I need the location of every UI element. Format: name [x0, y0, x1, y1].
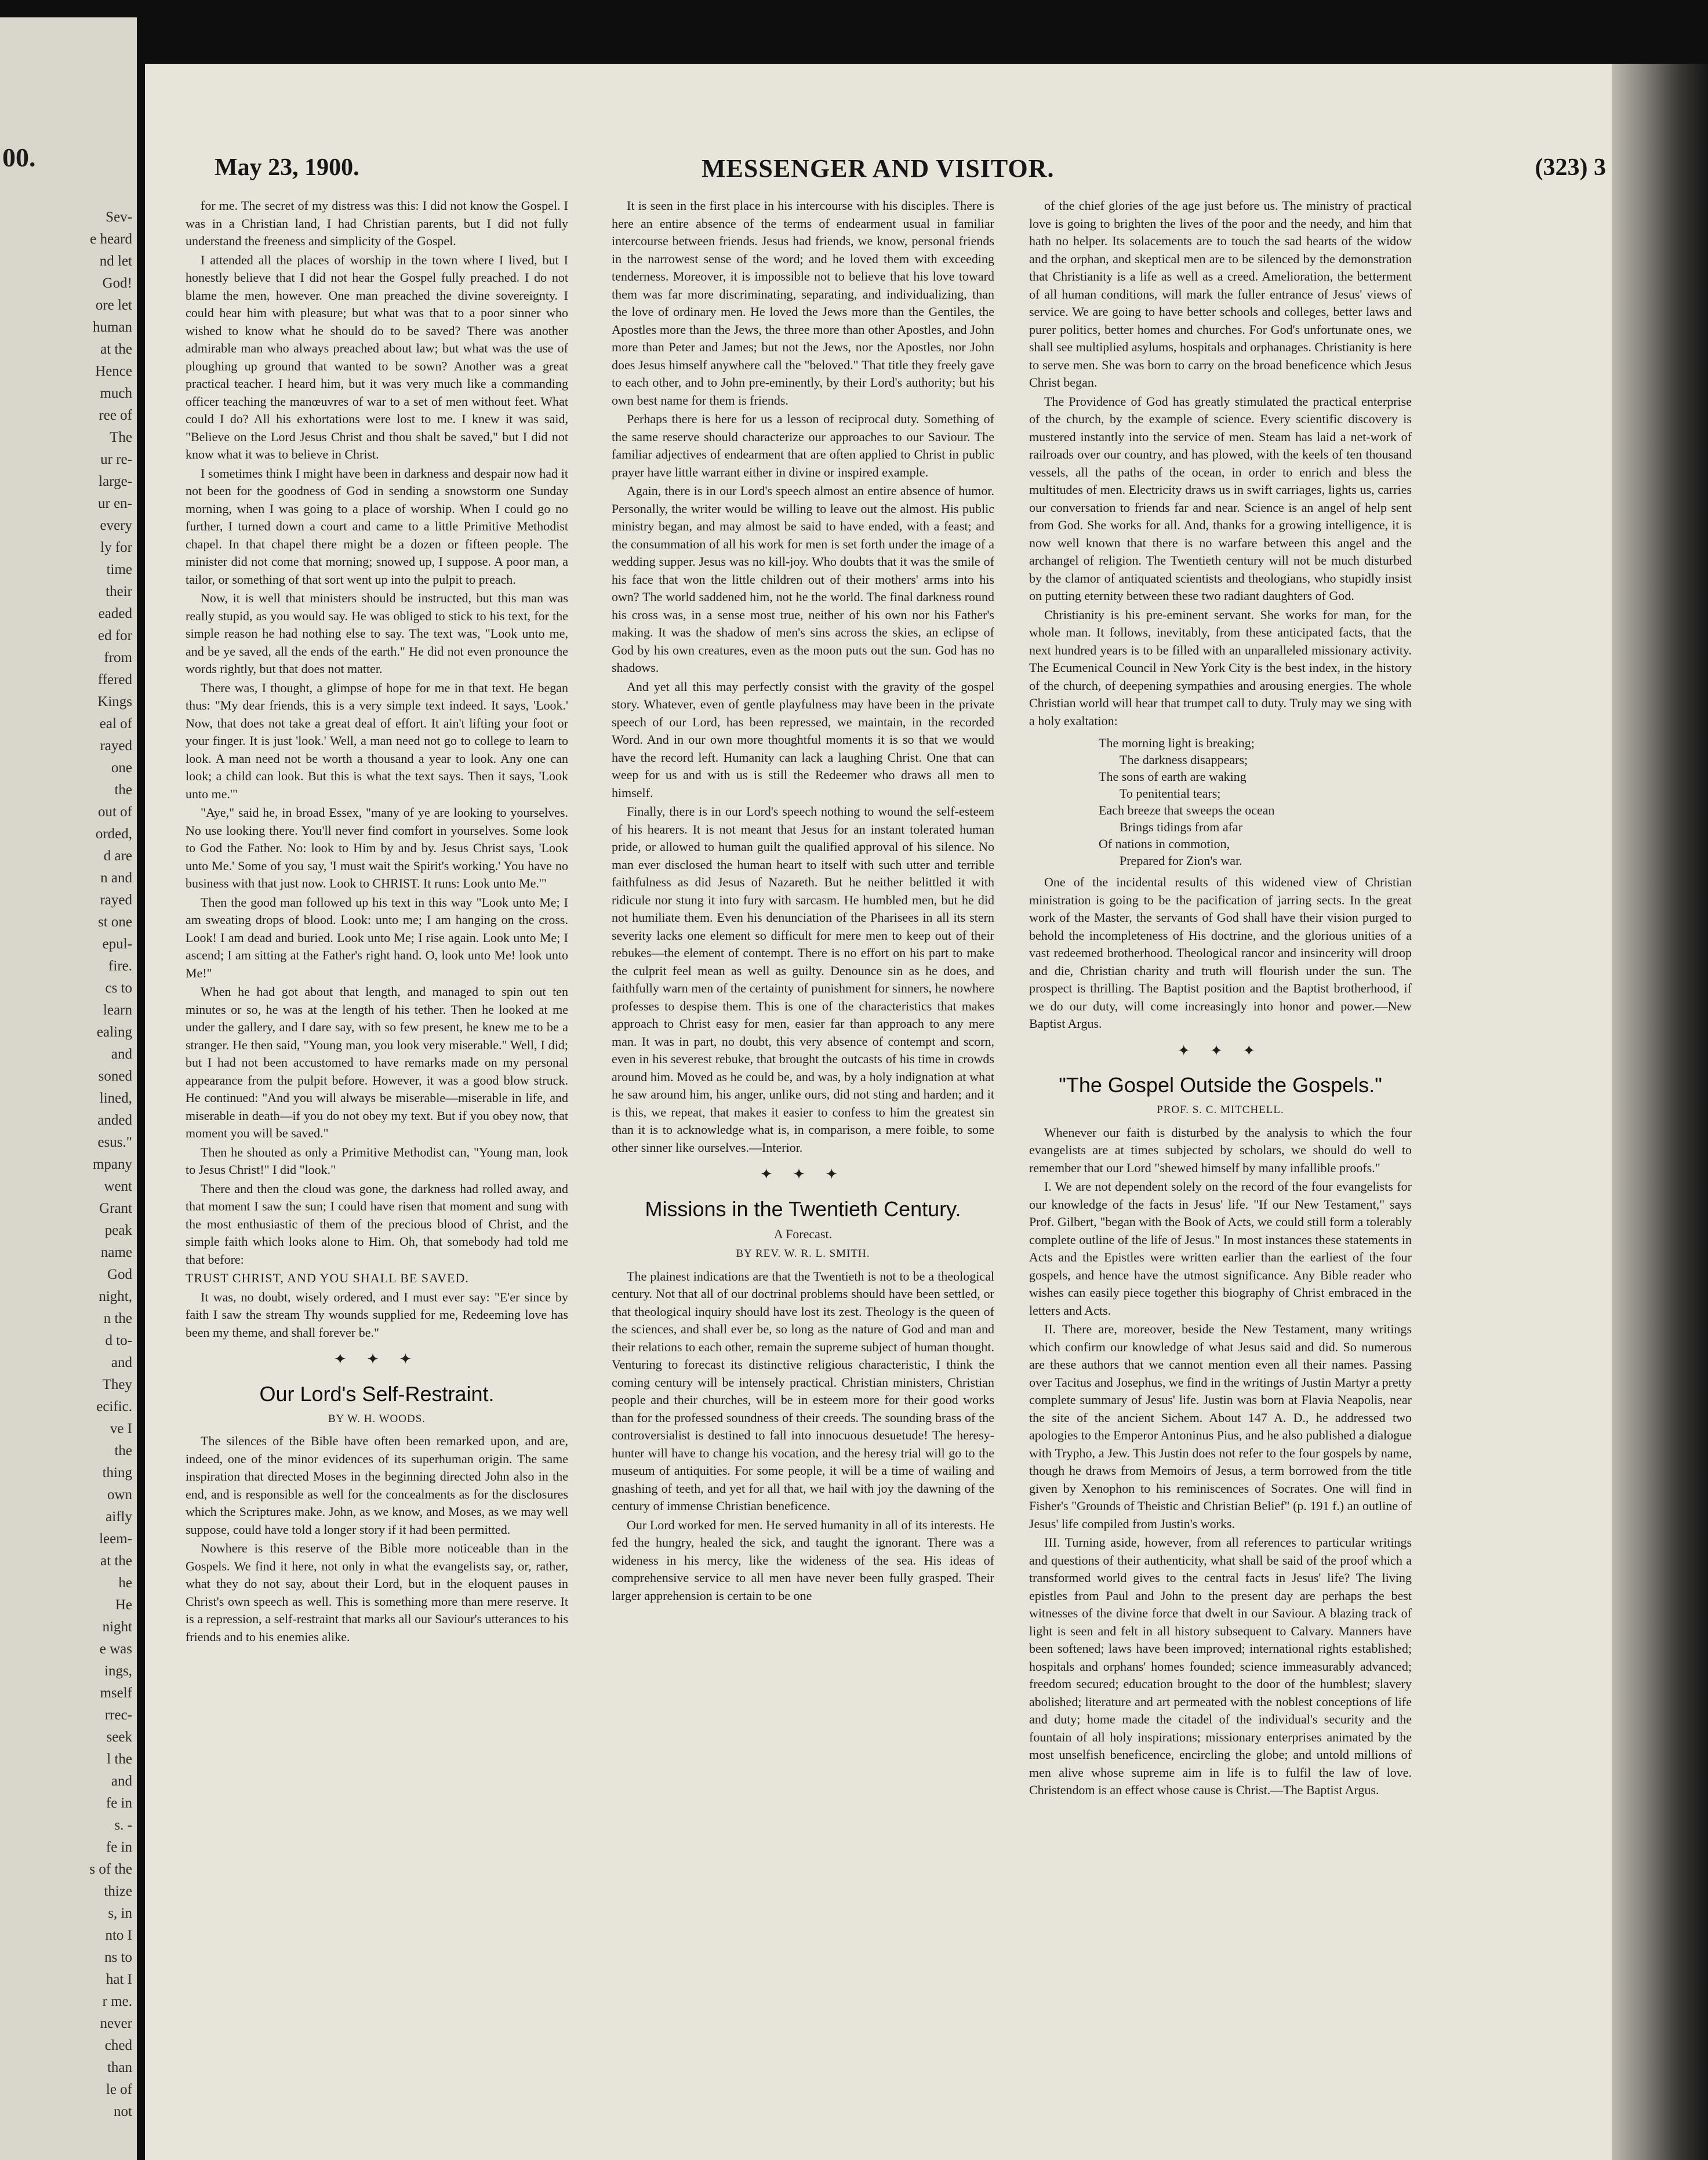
motto-line: TRUST CHRIST, AND YOU SHALL BE SAVED. [186, 1271, 469, 1285]
line-stub: thize [104, 1883, 132, 1899]
paragraph: of the chief glories of the age just before us. The ministry of practical love is going to brighten the lives of the poor and the needy, and him that hath no helper. Its solacements are to touch the sad hearts of the widow and the orphan, and skeptical men are to be silenced by the demonstration that Christianity is a life as well as a creed. Amelioration, the betterment of all human conditions, will mark the fuller entrance of Jesus' views of service. We are going to have better schools and colleges, better laws and purer politics, better homes and churches. For God's unfortunate ones, we shall see multiplied asylums, hospitals and orphanages. Christianity is here to serve men. She was born to carry on the broad beneficence which Jesus Christ began. [1029, 198, 1412, 390]
line-stub: fe in [106, 1795, 132, 1811]
line-stub: anded [97, 1112, 132, 1128]
line-stub: eaded [98, 606, 132, 621]
line-stub: fire. [108, 958, 132, 974]
line-stub: ly for [100, 540, 132, 555]
paragraph: Whenever our faith is disturbed by the analysis to which the four evangelists are at times subjected by scholars, we should do well to remember that our Lord "shewed himself by many infallible proofs." [1029, 1125, 1412, 1175]
article-subtitle: A Forecast. [773, 1226, 833, 1241]
line-stub: r me. [102, 1994, 132, 2009]
article-body [186, 1432, 568, 1646]
line-stub: time [106, 562, 132, 577]
verse-line: Brings tidings from afar [1120, 820, 1243, 834]
line-stub: hat I [106, 1972, 132, 1987]
line-stub: d are [103, 848, 132, 864]
hymn-verse [1099, 734, 1412, 869]
column-3-body [1029, 197, 1412, 730]
line-stub: esus." [97, 1134, 132, 1150]
paragraph: III. Turning aside, however, from all references to particular writings and questions of their authenticity, what shall be said of the proof which a transformed world gives to the central facts in Jesus' life? The living epistles from Paul and John to the present day are perhaps the best witnesses of the divine force that dwelt in our Saviour. A blazing track of light is seen and felt in all history subsequent to Calvary. Manners have been softened; laws have been improved; international rights established; hospitals and orphans' homes founded; science immeasurably advanced; freedom secured; education brought to the door of the humblest; slavery abolished; literature and art permeated with the noblest conceptions of life and duty; home made the citadel of the individual's security and the fountain of all holy inspirations; missionary enterprises animated by the most unselfish beneficence, encircling the globe; and untold millions of men alive whose supreme aim in life is to fulfil the law of love. Christendom is an effect whose cause is Christ.—The Baptist Argus. [1029, 1535, 1412, 1797]
line-stub: e was [99, 1641, 132, 1657]
line-stub: and [111, 1773, 132, 1789]
line-stub: the [114, 782, 132, 798]
column-1 [186, 197, 568, 2139]
line-stub: nto I [105, 1928, 132, 1943]
line-stub: s of the [89, 1861, 132, 1877]
paragraph: Finally, there is in our Lord's speech nothing to wound the self-esteem of his hearers. It is not meant that Jesus for an instant tolerated human pride, or allowed to human guilt the qualified approval of his silence. No man ever disclosed the human heart to itself with such utter and terrible faithfulness as did Jesus of Nazareth. But he neither belittled it with ridicule nor stung it into fury with sarcasm. He humbled men, but he did not humiliate them. Even his denunciation of the Pharisees in all its stern severity lacks one element so difficult for mere men to keep out of their rebukes—the element of contempt. There is no effort on his part to make the culprit feel mean as well as guilty. Denounce sin as he does, and faithfully warn men of the certainty of punishment for sinners, he nowhere professes to despise them. This is one of the characteristics that makes approach to Christ easy for men, easier far than approach to any mere man. It was in part, no doubt, this very absence of contempt and scorn, even in his severest rebuke, that brought the outcasts of his time in crowds around him. Moved as he could be, and was, by a holy indignation at what he saw around him, his anger, unlike ours, did not sting and harden; and it is this, we repeat, that makes it easier to confess to him the greatest sin than it is to acknowledge what is, in comparison, a mere foible, to some other sinner like ourselves.—Interior. [612, 804, 994, 1155]
line-stub: ve I [110, 1421, 132, 1437]
paragraph: Again, there is in our Lord's speech almost an entire absence of humor. Personally, the writer would be willing to leave out the almost. His public ministry began, and may almost be said to have ended, with a feast; and the consummation of all his work for men is set forth under the image of a wedding supper. Jesus was no kill-joy. Who doubts that it was the smile of his face that won the little children out of their mothers' arms into his own? The world saddened him, not he the world. The final darkness round his cross was, in a sense most true, neither of his own nor his Father's making. It was the shadow of men's sins across the skies, an eclipse of God by his own creatures, even as the moon puts out the sun. God has no shadows. [612, 483, 994, 675]
verse-line: The darkness disappears; [1120, 752, 1248, 767]
paragraph: Now, it is well that ministers should be instructed, but this man was really stupid, as you would say. He was obliged to stick to his text, for the simple reason he had nothing else to say. The text was, "Look unto me, and be ye saved, all the ends of the earth." He did not even pronounce the words rightly, but that does not matter. [186, 591, 568, 676]
article-byline: PROF. S. C. MITCHELL. [1157, 1104, 1284, 1116]
line-stub: went [104, 1179, 132, 1194]
article-title: Our Lord's Self-Restraint. [259, 1381, 495, 1406]
line-stub: rayed [100, 892, 132, 908]
line-stub: rrec- [104, 1707, 132, 1723]
line-stub: d to- [105, 1333, 132, 1348]
paragraph: The silences of the Bible have often been remarked upon, and are, indeed, one of the minor evidences of its superhuman origin. The same inspiration that directed Moses in the beginning directed John also in the end, and is responsible as well for the concealments as for the disclosures which the Scriptures make. John, as we know, and Moses, as we may well suppose, could have told a longer story if it had been permitted. [186, 1434, 568, 1537]
issue-date: May 23, 1900. [215, 154, 359, 181]
paragraph: I attended all the places of worship in the town where I lived, but I honestly believe that I did not hear the Gospel fully preached. I do not blame the men, however. One man preached the divine sovereignty. I could hear him with pleasure; but what was that to a poor sinner who wished to know what he should do to be saved? There was another admirable man who always preached about law; but what was the use of ploughing up ground that wanted to be sown? Another was a great practical teacher. I heard him, but it was very much like a commanding officer teaching the manœuvres of war to a set of men without feet. What could I do? All his exhortations were lost to me. I knew it was said, "Believe on the Lord Jesus Christ and thou shalt be saved," but I did not know what it was to believe in Christ. [186, 252, 568, 461]
line-stub: the [114, 1443, 132, 1459]
closing-paragraph: It was, no doubt, wisely ordered, and I must ever say: "E'er since by faith I saw the stream Thy wounds supplied for me, Redeeming love has been my theme, and shall forever be." [186, 1289, 568, 1340]
book-binding-edge [1612, 64, 1708, 2160]
verse-line: Of nations in commotion, [1099, 837, 1230, 851]
line-stub: name [100, 1245, 132, 1260]
verse-line: Prepared for Zion's war. [1120, 853, 1242, 868]
column-3-body-continued [1029, 874, 1412, 1033]
line-stub: their [106, 584, 132, 599]
line-stub: mpany [92, 1157, 132, 1172]
paragraph: There was, I thought, a glimpse of hope for me in that text. He began thus: "My dear friends, this is a very simple text indeed. It says, 'Look.' Now, that does not take a great deal of effort. It ain't lifting your foot or your finger. It is just 'look.' Well, a man need not go to college to learn to look. A man need not be worth a thousand a year to look. Any one can look; a child can look. But this is what the text says. Then it says, 'Look unto me.'" [186, 680, 568, 801]
article-byline: BY REV. W. R. L. SMITH. [736, 1248, 870, 1260]
paragraph: Our Lord worked for men. He served humanity in all of its interests. He fed the hungry, healed the sick, and taught the ignorant. There was a wideness in his mercy, like the wideness of the sea. His ideas of comprehensive service to all men have never been fully grasped. Their larger apprehension is certain to be one [612, 1517, 994, 1603]
line-stub: at the [100, 1553, 132, 1569]
line-stub: and [111, 1355, 132, 1370]
column-3 [1029, 197, 1412, 2139]
line-stub: night, [99, 1289, 132, 1304]
line-stub: He [115, 1597, 132, 1613]
column-2-body [612, 197, 994, 1157]
paragraph: Then the good man followed up his text in this way "Look unto Me; I am sweating drops of blood. Look: unto me; I am hanging on the cross. Look! I am dead and buried. Look unto Me; I rise again. Look unto Me; I ascend; I am sitting at the Father's right hand. O, look unto Me! look unto Me!" [186, 894, 568, 980]
line-stub: ched [104, 2038, 132, 2053]
line-stub: much [100, 386, 132, 401]
line-stub: every [100, 518, 132, 533]
line-stub: night [102, 1619, 132, 1635]
paragraph: And yet all this may perfectly consist with the gravity of the gospel story. Whatever, even of gentle playfulness may have been in the private speech of our Lord, has been repressed, we maintain, in the recorded Word. And in our own more thoughtful moments it is so that we would have the record left. Humanity can lack a laughing Christ. One that can weep for us and with us is still the Redeemer who draws all men to himself. [612, 679, 994, 800]
paragraph: Nowhere is this reserve of the Bible more noticeable than in the Gospels. We find it here, not only in what the evangelists say, or, rather, what they do not say, about their Lord, but in the eloquent pauses in Christ's own speech as well. This is something more than mere reserve. It is a repression, a self-restraint that marks all our Saviour's utterances to his friends and to his enemies alike. [186, 1541, 568, 1644]
line-stub: mself [100, 1685, 132, 1701]
line-stub: than [107, 2060, 132, 2075]
ornament-divider: ✦ ✦ ✦ [759, 1166, 846, 1183]
line-stub: Kings [97, 694, 132, 710]
paragraph: for me. The secret of my distress was this: I did not know the Gospel. I was in a Christian land, I had Christian parents, but I did not fully understand the freeness and simplicity of the Gospel. [186, 198, 568, 248]
verse-line: Each breeze that sweeps the ocean [1099, 803, 1275, 817]
line-stub: ns to [104, 1950, 132, 1965]
article-body [1029, 1124, 1412, 1799]
paragraph: Then he shouted as only a Primitive Methodist can, "Young man, look to Jesus Christ!" I did "look." [186, 1144, 568, 1177]
line-stub: Hence [95, 363, 132, 379]
article-byline: BY W. H. WOODS. [328, 1412, 426, 1425]
line-stub: They [102, 1377, 132, 1392]
line-stub: epul- [102, 936, 132, 952]
line-stub: out of [97, 804, 132, 820]
verse-line: The sons of earth are waking [1099, 769, 1247, 784]
article-title: "The Gospel Outside the Gospels." [1059, 1073, 1382, 1097]
verse-line: To penitential tears; [1120, 786, 1221, 801]
line-stub: s, in [108, 1906, 132, 1921]
line-stub: ore let [95, 297, 132, 313]
line-stub: lined, [99, 1090, 132, 1106]
paragraph: Christianity is his pre-eminent servant. She works for man, for the whole man. It follows, inevitably, from these anticipated facts, that the next hundred years is to be filled with an unparalleled missionary activity. The Ecumenical Council in New York City is the best index, in the history of the church, of deepening sympathies and arousing energies. The whole Christian world will hear that trumpet call to duty. Truly may we sing with a holy exaltation: [1029, 607, 1412, 728]
line-stub: one [111, 760, 132, 776]
page-number: (323) 3 [1535, 154, 1606, 181]
line-stub: st one [97, 914, 132, 930]
line-stub: he [118, 1575, 132, 1591]
line-stub: ings, [104, 1663, 132, 1679]
paragraph: "Aye," said he, in broad Essex, "many of ye are looking to yourselves. No use looking there. You'll never find comfort in yourselves. Some look to God the Father. No: look to Him by and by. Jesus Christ says, 'Look unto Me.' Some of you say, 'I must wait the Spirit's working.' You have no business with that just now. Look to CHRIST. It runs: Look unto Me.'" [186, 805, 568, 890]
line-stub: human [92, 319, 132, 335]
line-stub: e heard [90, 231, 132, 247]
column-2 [612, 197, 994, 2139]
line-stub: soned [98, 1068, 132, 1084]
line-stub: l the [107, 1751, 132, 1767]
line-stub: n the [103, 1311, 132, 1326]
line-stub: Grant [99, 1201, 132, 1216]
line-stub: aifly [106, 1509, 132, 1525]
article-body [612, 1268, 994, 1605]
line-stub: fe in [106, 1839, 132, 1855]
line-stub: ree of [99, 408, 132, 423]
ornament-divider: ✦ ✦ ✦ [333, 1351, 420, 1368]
line-stub: ealing [96, 1024, 132, 1040]
line-stub: learn [103, 1002, 132, 1018]
paragraph: The Providence of God has greatly stimulated the practical enterprise of the church, by the example of science. Every scientific discovery is mustered instantly into the service of men. Steam has laid a net-work of railroads over our country, and has plowed, with the keels of ten thousand vessels, all the paths of the ocean, in order to enrich and bless the multitudes of men. Electricity draws us in swift carriages, lights us, carries our conversation to friends far and near. Science is an angel of help sent from God. She works for all. And, thanks for a growing intelligence, it is now well known that there is no warfare between this angel and the archangel of religion. The Twentieth century will not be much disturbed by the clamor of antiquated scientists and theologians, who stupidly insist on putting eternity between these two radiant daughters of God. [1029, 394, 1412, 603]
line-stub: Sev- [106, 209, 132, 225]
line-stub: s. - [114, 1817, 132, 1833]
line-stub: orded, [95, 826, 132, 842]
line-stub: seek [106, 1729, 132, 1745]
line-stub: God! [102, 275, 132, 291]
paragraph: II. There are, moreover, beside the New Testament, many writings which confirm our knowledge of what Jesus said and did. So numerous are these authors that we cannot mention even all their names. Passing over Tacitus and Josephus, we find in the writings of Justin Martyr a pretty complete summary of Jesus' life. Justin was born at Flavia Neapolis, near the site of the ancient Sichem. About 147 A. D., he addressed two apologies to the Emperor Antoninus Pius, and he also published a dialogue with Trypho, a Jew. This Justin does not refer to the four gospels by name, though he draws from Memoirs of Jesus, a term borrowed from the title given by Xenophon to his reminiscences of Socrates. One will find in Fisher's "Grounds of Theistic and Christian Belief" (p. 191 f.) an outline of Jesus' life compiled from Justin's works. [1029, 1322, 1412, 1531]
left-page-header-fragment: 00. [2, 143, 36, 172]
line-stub: peak [104, 1223, 132, 1238]
paragraph: It is seen in the first place in his intercourse with his disciples. There is here an entire absence of the terms of endearment usual in familiar intercourse between friends. Jesus had friends, we know, personal friends in the narrowest sense of the word; and he loved them with exceeding tenderness. Moreover, it is impossible not to believe that his love toward them was far more discriminating, separating, and individualizing, than the love of ordinary men. He loved the Jews more than the Gentiles, the Apostles more than the Jews, the three more than other Apostles, and John more than Peter and James; but not the Jews, nor the Apostles, nor John does Jesus himself anywhere call the "beloved." That title they freely gave to each other, and to John pre-eminently, by their Lord's authority; but his own best name for them is friends. [612, 198, 994, 408]
masthead: MESSENGER AND VISITOR. [702, 154, 1055, 183]
line-stub: ecific. [96, 1399, 132, 1414]
line-stub: The [110, 430, 132, 445]
paragraph: I. We are not dependent solely on the record of the four evangelists for our knowledge of the facts in Jesus' life. "If our New Testament," says Prof. Gilbert, "began with the Book of Acts, we could still form a tolerably complete outline of the life of Jesus." In most instances these statements in Acts and the Epistles were written earlier than the earliest of the four gospels, and hence have the utmost significance. Any Bible reader who wishes can easily piece together this biography of Christ embraced in the letters and Acts. [1029, 1179, 1412, 1318]
line-stub: and [111, 1046, 132, 1062]
article-title: Missions in the Twentieth Century. [645, 1197, 961, 1221]
line-stub: nd let [99, 253, 132, 269]
verse-line: The morning light is breaking; [1099, 736, 1255, 750]
line-stub: own [107, 1487, 132, 1503]
paragraph: I sometimes think I might have been in darkness and despair now had it not been for the goodness of God in sending a snowstorm one Sunday morning, when I was going to a place of worship. When I could go no further, I turned down a court and came to a little Primitive Methodist chapel. In that chapel there might be a dozen or fifteen people. The minister did not come that morning; snowed up, I suppose. A poor man, a tailor, or something of that sort went up into the pulpit to preach. [186, 466, 568, 587]
paragraph: When he had got about that length, and managed to spin out ten minutes or so, he was at the length of his tether. Then he looked at me under the gallery, and I dare say, with so few present, he knew me to be a stranger. He then said, "Young man, you look very miserable." Well, I did; but I had not been accustomed to have remarks made on my personal appearance from the pulpit before. However, it was a good blow struck. He continued: "And you will always be miserable—miserable in life, and miserable in death—if you do not obey my text. But if you obey now, that moment you will be saved." [186, 984, 568, 1140]
line-stub: God [107, 1267, 132, 1282]
line-stub: thing [102, 1465, 132, 1481]
line-stub: rayed [100, 738, 132, 754]
paragraph: One of the incidental results of this widened view of Christian ministration is going to be the pacification of jarring sects. In the great work of the Master, the servants of God shall have their vision purged to behold the incompleteness of His doctrine, and the glorious unities of a vast redeemed brotherhood. Theological rancor and insincerity will droop and die, Christian charity and truth will flourish under the sun. The prospect is thrilling. The Baptist position and the Baptist brotherhood, if we do our duty, will come increasingly into honor and power.—New Baptist Argus. [1029, 875, 1412, 1031]
line-stub: cs to [105, 980, 132, 996]
adjacent-left-page [0, 17, 137, 2160]
paragraph: There and then the cloud was gone, the darkness had rolled away, and that moment I saw the sun; I could have risen that moment and sung with the most enthusiastic of them of the precious blood of Christ, and the simple faith which looks alone to Him. Oh, that somebody had told me that before: [186, 1181, 568, 1267]
line-stub: ed for [98, 628, 132, 643]
line-stub: ur en- [98, 496, 132, 511]
line-stub: ur re- [100, 452, 132, 467]
page-header [215, 154, 1606, 186]
line-stub: large- [99, 474, 132, 489]
line-stub: ffered [97, 672, 132, 688]
ornament-divider: ✦ ✦ ✦ [1177, 1042, 1264, 1059]
line-stub: leem- [99, 1531, 132, 1547]
paragraph: Perhaps there is here for us a lesson of reciprocal duty. Something of the same reserve should characterize our approaches to our Saviour. The familiar adjectives of endearment that are often applied to Christ in public prayer have little warrant either in divine or inspired example. [612, 412, 994, 479]
line-stub: at the [100, 341, 132, 357]
newspaper-page [145, 64, 1612, 2160]
paragraph: The plainest indications are that the Twentieth is not to be a theological century. Not that all of our doctrinal problems should have been settled, or that theological inquiry should have lost its zest. Theology is the queen of the sciences, and shall ever be, so long as the nature of God and man and their relations to each other, remain the supreme subject of human thought. Venturing to forecast its distinctive religious characteristic, I think the coming century will be intensely practical. Christian ministers, Christian people and their churches, will be in esteem more for their good works than for the professed soundness of their creeds. The sounding brass of the controversialist is destined to fall into innocuous desuetude! The heresy-hunter will have to change his vocation, and the heresy trial will go to the museum of antiquities. For some people, it will be a time of wailing and gnashing of teeth, and yet for all that, we hail with joy the dawning of the century of immense Christian beneficence. [612, 1268, 994, 1513]
line-stub: from [104, 650, 132, 666]
line-stub: eal of [99, 716, 132, 732]
line-stub: never [100, 2016, 132, 2031]
line-stub: not [114, 2104, 132, 2119]
line-stub: le of [106, 2082, 132, 2097]
line-stub: n and [100, 870, 132, 886]
column-1-body [186, 197, 568, 1268]
